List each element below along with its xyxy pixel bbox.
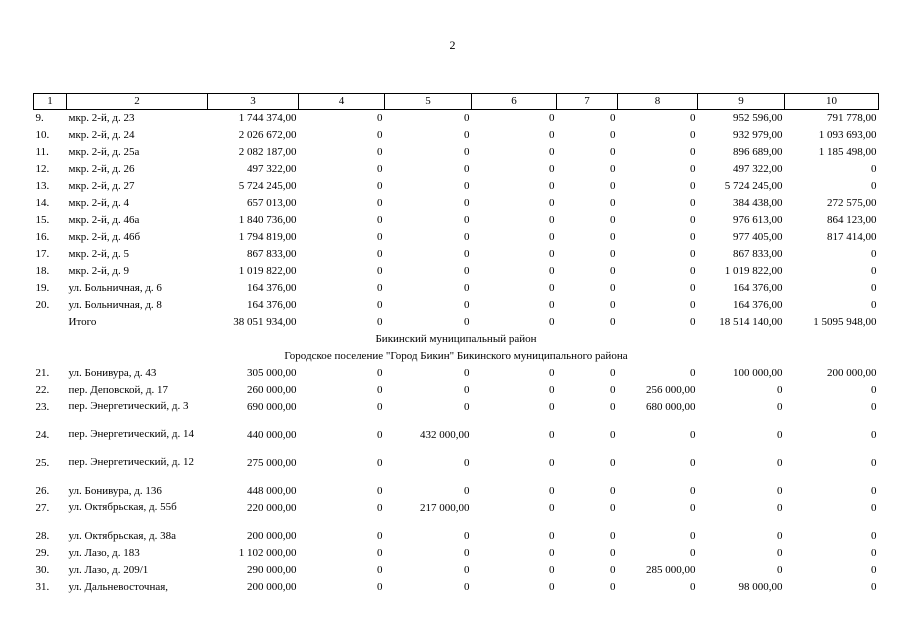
amount-cell: 0 bbox=[464, 298, 470, 311]
row-number: 19. bbox=[35, 281, 50, 294]
amount-cell: 0 bbox=[464, 264, 470, 277]
address-cell: Итого bbox=[68, 315, 97, 328]
amount-cell: 0 bbox=[690, 213, 696, 226]
row-number: 15. bbox=[35, 213, 50, 226]
amount-cell: 0 bbox=[690, 128, 696, 141]
amount-cell: 0 bbox=[377, 315, 383, 328]
table-row bbox=[34, 314, 879, 331]
address-cell: мкр. 2-й, д. 24 bbox=[68, 128, 135, 141]
amount-cell: 164 376,00 bbox=[733, 298, 783, 311]
table-row bbox=[34, 246, 879, 263]
amount-cell: 1 840 736,00 bbox=[238, 213, 297, 226]
address-cell: мкр. 2-й, д. 23 bbox=[68, 112, 135, 124]
column-header: 5 bbox=[385, 94, 472, 110]
amount-cell: 0 bbox=[777, 529, 783, 542]
amount-cell: 864 123,00 bbox=[827, 213, 877, 226]
address-cell: ул. Больничная, д. 6 bbox=[68, 281, 162, 294]
address-cell: пер. Энергетический, д. 12 bbox=[68, 455, 195, 468]
amount-cell: 0 bbox=[549, 196, 555, 209]
page-number: 2 bbox=[449, 38, 456, 52]
address-cell: ул. Лазо, д. 183 bbox=[68, 546, 140, 559]
amount-cell: 977 405,00 bbox=[733, 230, 783, 243]
amount-cell: 0 bbox=[549, 247, 555, 260]
amount-cell: 0 bbox=[549, 456, 555, 469]
amount-cell: 0 bbox=[690, 145, 696, 158]
amount-cell: 690 000,00 bbox=[247, 400, 297, 413]
amount-cell: 0 bbox=[464, 400, 470, 413]
amount-cell: 0 bbox=[871, 264, 877, 277]
amount-cell: 0 bbox=[464, 456, 470, 469]
amount-cell: 200 000,00 bbox=[827, 366, 877, 379]
amount-cell: 164 376,00 bbox=[247, 281, 297, 294]
amount-cell: 0 bbox=[610, 281, 616, 294]
amount-cell: 0 bbox=[377, 264, 383, 277]
table-row bbox=[34, 483, 879, 500]
amount-cell: 217 000,00 bbox=[420, 501, 470, 514]
amount-cell: 272 575,00 bbox=[827, 196, 877, 209]
amount-cell: 0 bbox=[549, 400, 555, 413]
amount-cell: 0 bbox=[777, 563, 783, 576]
amount-cell: 98 000,00 bbox=[738, 580, 783, 593]
address-cell: мкр. 2-й, д. 25а bbox=[68, 145, 140, 158]
amount-cell: 0 bbox=[690, 484, 696, 497]
row-number: 20. bbox=[35, 298, 50, 311]
address-cell: мкр. 2-й, д. 9 bbox=[68, 264, 129, 277]
amount-cell: 0 bbox=[610, 162, 616, 175]
amount-cell: 0 bbox=[690, 366, 696, 379]
amount-cell: 0 bbox=[549, 264, 555, 277]
amount-cell: 200 000,00 bbox=[247, 529, 297, 542]
address-cell: ул. Лазо, д. 209/1 bbox=[68, 563, 149, 576]
amount-cell: 0 bbox=[549, 529, 555, 542]
row-number: 13. bbox=[35, 179, 50, 192]
amount-cell: 0 bbox=[377, 145, 383, 158]
row-number: 23. bbox=[35, 400, 50, 413]
table-row bbox=[34, 161, 879, 178]
row-number: 16. bbox=[35, 230, 50, 243]
amount-cell: 1 185 498,00 bbox=[818, 145, 877, 158]
section-settlement-title: Городское поселение "Город Бикин" Бикинского муниципального районa bbox=[284, 349, 628, 362]
amount-cell: 1 744 374,00 bbox=[238, 112, 297, 124]
amount-cell: 0 bbox=[377, 563, 383, 576]
amount-cell: 0 bbox=[610, 213, 616, 226]
amount-cell: 448 000,00 bbox=[247, 484, 297, 497]
amount-cell: 0 bbox=[549, 315, 555, 328]
amount-cell: 0 bbox=[464, 484, 470, 497]
amount-cell: 18 514 140,00 bbox=[719, 315, 783, 328]
address-cell: ул. Бонивура, д. 43 bbox=[68, 366, 157, 379]
amount-cell: 0 bbox=[777, 546, 783, 559]
amount-cell: 1 093 693,00 bbox=[818, 128, 877, 141]
table-row bbox=[34, 399, 879, 427]
amount-cell: 0 bbox=[610, 264, 616, 277]
amount-cell: 0 bbox=[377, 298, 383, 311]
amount-cell: 0 bbox=[871, 179, 877, 192]
amount-cell: 680 000,00 bbox=[646, 400, 696, 413]
amount-cell: 0 bbox=[377, 580, 383, 593]
amount-cell: 0 bbox=[610, 529, 616, 542]
amount-cell: 0 bbox=[549, 112, 555, 124]
amount-cell: 38 051 934,00 bbox=[233, 315, 297, 328]
amount-cell: 0 bbox=[549, 298, 555, 311]
amount-cell: 0 bbox=[549, 179, 555, 192]
row-number: 10. bbox=[35, 128, 50, 141]
amount-cell: 0 bbox=[377, 484, 383, 497]
address-cell: мкр. 2-й, д. 4 bbox=[68, 196, 129, 209]
amount-cell: 0 bbox=[690, 264, 696, 277]
amount-cell: 220 000,00 bbox=[247, 501, 297, 514]
amount-cell: 384 438,00 bbox=[733, 196, 783, 209]
amount-cell: 0 bbox=[871, 281, 877, 294]
row-number: 21. bbox=[35, 366, 50, 379]
amount-cell: 0 bbox=[464, 179, 470, 192]
row-number: 28. bbox=[35, 529, 50, 542]
amount-cell: 164 376,00 bbox=[247, 298, 297, 311]
table-row bbox=[34, 382, 879, 399]
amount-cell: 0 bbox=[690, 315, 696, 328]
address-cell: пер. Энергетический, д. 3 bbox=[68, 399, 189, 412]
amount-cell: 0 bbox=[610, 179, 616, 192]
table-row bbox=[34, 263, 879, 280]
row-number: 27. bbox=[35, 501, 50, 514]
section-district-title: Бикинский муниципальный район bbox=[375, 332, 537, 345]
amount-cell: 0 bbox=[610, 546, 616, 559]
row-number: 12. bbox=[35, 162, 50, 175]
amount-cell: 0 bbox=[549, 484, 555, 497]
amount-cell: 0 bbox=[690, 196, 696, 209]
amount-cell: 0 bbox=[610, 298, 616, 311]
address-cell: мкр. 2-й, д. 46а bbox=[68, 213, 140, 226]
amount-cell: 1 102 000,00 bbox=[238, 546, 297, 559]
table-row bbox=[34, 579, 879, 596]
amount-cell: 0 bbox=[549, 546, 555, 559]
amount-cell: 0 bbox=[549, 383, 555, 396]
amount-cell: 0 bbox=[464, 247, 470, 260]
address-cell: мкр. 2-й, д. 27 bbox=[68, 179, 135, 192]
amount-cell: 0 bbox=[549, 145, 555, 158]
address-cell: мкр. 2-й, д. 5 bbox=[68, 247, 129, 260]
amount-cell: 0 bbox=[690, 179, 696, 192]
amount-cell: 0 bbox=[777, 484, 783, 497]
amount-cell: 0 bbox=[464, 213, 470, 226]
row-number: 11. bbox=[35, 145, 49, 158]
row-number: 26. bbox=[35, 484, 50, 497]
table-row bbox=[34, 500, 879, 528]
amount-cell: 0 bbox=[549, 580, 555, 593]
column-header: 6 bbox=[472, 94, 557, 110]
amount-cell: 0 bbox=[690, 580, 696, 593]
table-row bbox=[34, 365, 879, 382]
table-row bbox=[34, 280, 879, 297]
amount-cell: 0 bbox=[464, 145, 470, 158]
amount-cell: 867 833,00 bbox=[733, 247, 783, 260]
table-row bbox=[34, 528, 879, 545]
amount-cell: 0 bbox=[464, 230, 470, 243]
amount-cell: 432 000,00 bbox=[420, 428, 470, 441]
amount-cell: 0 bbox=[377, 213, 383, 226]
amount-cell: 0 bbox=[610, 580, 616, 593]
amount-cell: 0 bbox=[610, 247, 616, 260]
table-row bbox=[34, 178, 879, 195]
amount-cell: 0 bbox=[690, 247, 696, 260]
table-row bbox=[34, 455, 879, 483]
amount-cell: 0 bbox=[610, 563, 616, 576]
column-header: 4 bbox=[299, 94, 385, 110]
amount-cell: 0 bbox=[777, 501, 783, 514]
row-number: 18. bbox=[35, 264, 50, 277]
amount-cell: 0 bbox=[871, 546, 877, 559]
amount-cell: 0 bbox=[377, 247, 383, 260]
amount-cell: 0 bbox=[690, 546, 696, 559]
table-row bbox=[34, 229, 879, 246]
amount-cell: 0 bbox=[610, 230, 616, 243]
header-row bbox=[34, 94, 879, 110]
amount-cell: 0 bbox=[549, 128, 555, 141]
amount-cell: 0 bbox=[871, 162, 877, 175]
amount-cell: 0 bbox=[610, 145, 616, 158]
amount-cell: 0 bbox=[690, 428, 696, 441]
amount-cell: 200 000,00 bbox=[247, 580, 297, 593]
amount-cell: 290 000,00 bbox=[247, 563, 297, 576]
amount-cell: 0 bbox=[690, 456, 696, 469]
amount-cell: 0 bbox=[377, 383, 383, 396]
address-cell: мкр. 2-й, д. 26 bbox=[68, 162, 135, 175]
amount-cell: 1 019 822,00 bbox=[238, 264, 297, 277]
amount-cell: 0 bbox=[871, 563, 877, 576]
table-row bbox=[34, 297, 879, 314]
row-number: 25. bbox=[35, 456, 50, 469]
row-number: 14. bbox=[35, 196, 50, 209]
amount-cell: 0 bbox=[871, 501, 877, 514]
amount-cell: 0 bbox=[549, 428, 555, 441]
amount-cell: 0 bbox=[377, 128, 383, 141]
amount-cell: 0 bbox=[549, 501, 555, 514]
address-cell: мкр. 2-й, д. 46б bbox=[68, 230, 141, 243]
amount-cell: 497 322,00 bbox=[247, 162, 297, 175]
amount-cell: 0 bbox=[377, 112, 383, 124]
table-row bbox=[34, 212, 879, 229]
amount-cell: 305 000,00 bbox=[247, 366, 297, 379]
amount-cell: 0 bbox=[690, 298, 696, 311]
row-number: 9. bbox=[35, 112, 44, 124]
row-number bbox=[34, 314, 67, 331]
amount-cell: 0 bbox=[871, 400, 877, 413]
address-cell: пер. Деповской, д. 17 bbox=[68, 383, 168, 396]
amount-cell: 0 bbox=[549, 366, 555, 379]
table-row bbox=[34, 144, 879, 161]
amount-cell: 952 596,00 bbox=[733, 112, 783, 124]
amount-cell: 0 bbox=[377, 162, 383, 175]
amount-cell: 0 bbox=[690, 230, 696, 243]
amount-cell: 0 bbox=[377, 501, 383, 514]
amount-cell: 0 bbox=[464, 546, 470, 559]
amount-cell: 0 bbox=[464, 529, 470, 542]
amount-cell: 5 724 245,00 bbox=[238, 179, 297, 192]
amount-cell: 0 bbox=[377, 230, 383, 243]
amount-cell: 0 bbox=[549, 563, 555, 576]
amount-cell: 0 bbox=[549, 162, 555, 175]
column-header: 8 bbox=[618, 94, 698, 110]
amount-cell: 0 bbox=[464, 128, 470, 141]
amount-cell: 0 bbox=[871, 247, 877, 260]
amount-cell: 0 bbox=[377, 428, 383, 441]
amount-cell: 0 bbox=[690, 529, 696, 542]
amount-cell: 0 bbox=[610, 400, 616, 413]
amount-cell: 0 bbox=[377, 456, 383, 469]
amount-cell: 2 082 187,00 bbox=[238, 145, 297, 158]
column-header: 7 bbox=[557, 94, 618, 110]
amount-cell: 164 376,00 bbox=[733, 281, 783, 294]
amount-cell: 932 979,00 bbox=[733, 128, 783, 141]
column-header: 3 bbox=[208, 94, 299, 110]
amount-cell: 0 bbox=[464, 315, 470, 328]
column-header: 1 bbox=[34, 94, 67, 110]
row-number: 31. bbox=[35, 580, 50, 593]
amount-cell: 0 bbox=[610, 128, 616, 141]
amount-cell: 0 bbox=[377, 281, 383, 294]
amount-cell: 497 322,00 bbox=[733, 162, 783, 175]
amount-cell: 0 bbox=[871, 484, 877, 497]
table-row bbox=[34, 427, 879, 455]
amount-cell: 0 bbox=[464, 580, 470, 593]
amount-cell: 0 bbox=[377, 366, 383, 379]
table-row bbox=[34, 195, 879, 212]
amount-cell: 0 bbox=[690, 501, 696, 514]
amount-cell: 0 bbox=[464, 281, 470, 294]
section-settlement bbox=[34, 348, 879, 365]
amount-cell: 0 bbox=[610, 428, 616, 441]
amount-cell: 0 bbox=[549, 213, 555, 226]
amount-cell: 0 bbox=[610, 501, 616, 514]
amount-cell: 867 833,00 bbox=[247, 247, 297, 260]
amount-cell: 0 bbox=[464, 383, 470, 396]
amount-cell: 0 bbox=[777, 400, 783, 413]
address-cell: ул. Бонивура, д. 136 bbox=[68, 484, 162, 497]
amount-cell: 0 bbox=[690, 112, 696, 124]
row-number: 30. bbox=[35, 563, 50, 576]
amount-cell: 0 bbox=[777, 428, 783, 441]
address-cell: ул. Октябрьская, д. 38а bbox=[68, 529, 176, 542]
amount-cell: 256 000,00 bbox=[646, 383, 696, 396]
table-row bbox=[34, 545, 879, 562]
amount-cell: 0 bbox=[377, 179, 383, 192]
column-header: 2 bbox=[67, 94, 208, 110]
amount-cell: 0 bbox=[549, 230, 555, 243]
column-header: 9 bbox=[698, 94, 785, 110]
table-row bbox=[34, 110, 879, 127]
address-cell: пер. Энергетический, д. 14 bbox=[68, 427, 195, 440]
address-cell: ул. Больничная, д. 8 bbox=[68, 298, 162, 311]
amount-cell: 0 bbox=[377, 546, 383, 559]
amount-cell: 0 bbox=[610, 366, 616, 379]
amount-cell: 0 bbox=[690, 281, 696, 294]
row-number: 29. bbox=[35, 546, 50, 559]
amount-cell: 440 000,00 bbox=[247, 428, 297, 441]
section-district bbox=[34, 331, 879, 348]
amount-cell: 1 019 822,00 bbox=[724, 264, 783, 277]
amount-cell: 0 bbox=[464, 112, 470, 124]
amount-cell: 0 bbox=[377, 196, 383, 209]
row-number: 24. bbox=[35, 428, 50, 441]
amount-cell: 0 bbox=[777, 383, 783, 396]
amount-cell: 0 bbox=[871, 580, 877, 593]
amount-cell: 0 bbox=[690, 162, 696, 175]
amount-cell: 2 026 672,00 bbox=[238, 128, 297, 141]
amount-cell: 100 000,00 bbox=[733, 366, 783, 379]
amount-cell: 657 013,00 bbox=[247, 196, 297, 209]
amount-cell: 0 bbox=[871, 456, 877, 469]
amount-cell: 0 bbox=[549, 281, 555, 294]
amount-cell: 1 794 819,00 bbox=[238, 230, 297, 243]
amount-cell: 0 bbox=[777, 456, 783, 469]
amount-cell: 0 bbox=[377, 529, 383, 542]
amount-cell: 0 bbox=[610, 484, 616, 497]
amount-cell: 0 bbox=[377, 400, 383, 413]
amount-cell: 0 bbox=[610, 315, 616, 328]
row-number: 22. bbox=[35, 383, 50, 396]
amount-cell: 0 bbox=[610, 456, 616, 469]
address-cell: ул. Дальневосточная, bbox=[68, 580, 169, 593]
amount-cell: 0 bbox=[871, 298, 877, 311]
table-row bbox=[34, 562, 879, 579]
column-header: 10 bbox=[785, 94, 879, 110]
amount-cell: 0 bbox=[871, 383, 877, 396]
table-row bbox=[34, 127, 879, 144]
amount-cell: 1 5095 948,00 bbox=[813, 315, 877, 328]
amount-cell: 0 bbox=[871, 428, 877, 441]
amount-cell: 0 bbox=[610, 196, 616, 209]
amount-cell: 817 414,00 bbox=[827, 230, 877, 243]
amount-cell: 896 689,00 bbox=[733, 145, 783, 158]
amount-cell: 976 613,00 bbox=[733, 213, 783, 226]
amount-cell: 0 bbox=[464, 366, 470, 379]
row-number: 17. bbox=[35, 247, 50, 260]
address-cell: ул. Октябрьская, д. 55б bbox=[68, 500, 177, 513]
amount-cell: 0 bbox=[871, 529, 877, 542]
amount-cell: 285 000,00 bbox=[646, 563, 696, 576]
data-table bbox=[33, 93, 879, 596]
amount-cell: 791 778,00 bbox=[827, 112, 877, 124]
amount-cell: 275 000,00 bbox=[247, 456, 297, 469]
amount-cell: 0 bbox=[464, 196, 470, 209]
amount-cell: 0 bbox=[464, 162, 470, 175]
amount-cell: 0 bbox=[610, 383, 616, 396]
amount-cell: 0 bbox=[464, 563, 470, 576]
amount-cell: 260 000,00 bbox=[247, 383, 297, 396]
amount-cell: 5 724 245,00 bbox=[724, 179, 783, 192]
amount-cell: 0 bbox=[610, 112, 616, 124]
